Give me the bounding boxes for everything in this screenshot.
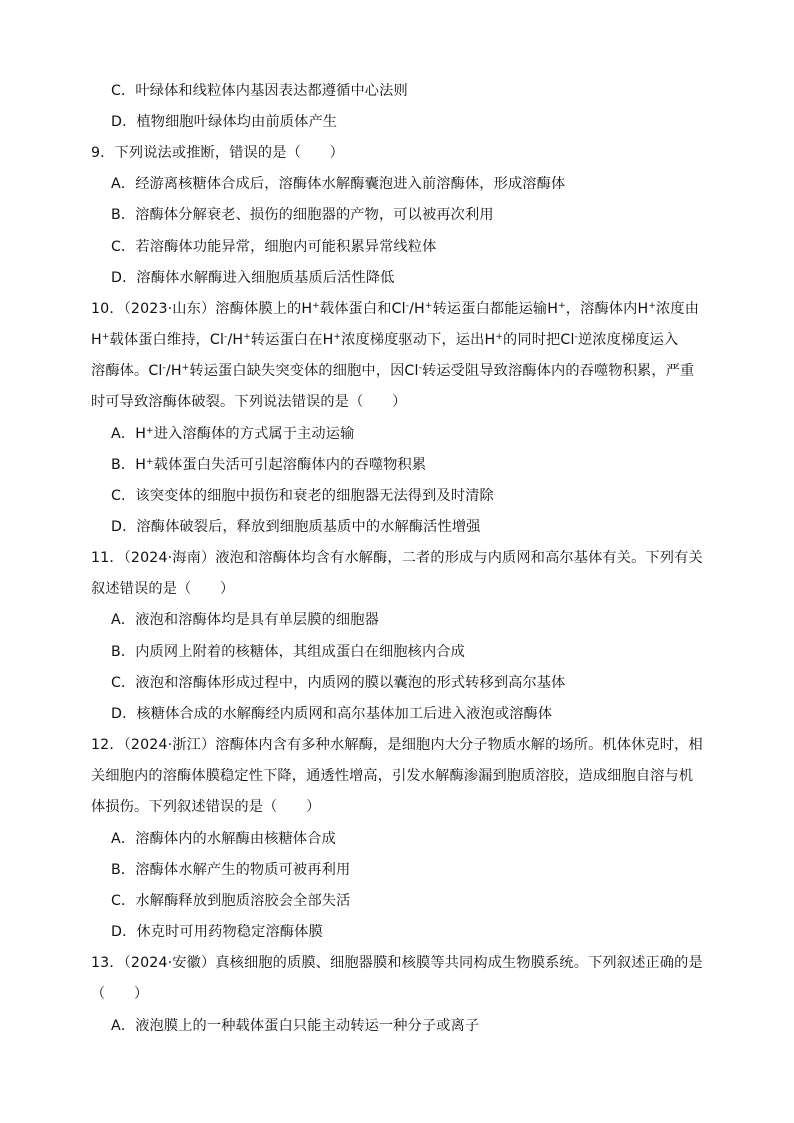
q9-option-d: D．溶酶体水解酶进入细胞质基质后活性降低 [111, 270, 395, 286]
q13-stem-line-1: 13．（2024·安徽）真核细胞的质膜、细胞器膜和核膜等共同构成生物膜系统。下列叙述正确的是 [91, 955, 703, 971]
q10-option-c: C．该突变体的细胞中损伤和衰老的细胞器无法得到及时清除 [111, 488, 494, 504]
q12-option-b: B．溶酶体水解产生的物质可被再利用 [111, 862, 351, 878]
q11-option-d: D．核糖体合成的水解酶经内质网和高尔基体加工后进入液泡或溶酶体 [111, 706, 553, 722]
q9-stem: 9．下列说法或推断，错误的是（ ） [91, 145, 344, 161]
q10-option-b: B．H+载体蛋白失活可引起溶酶体内的吞噬物积累 [111, 457, 427, 473]
q10-stem-line-4: 时可导致溶酶体破裂。下列说法错误的是（ ） [91, 394, 407, 410]
q10-option-d: D．溶酶体破裂后，释放到细胞质基质中的水解酶活性增强 [111, 519, 481, 535]
q12-option-c: C．水解酶释放到胞质溶胶会全部失活 [111, 893, 351, 909]
q13-stem-line-2: （ ） [91, 986, 149, 1002]
q12-stem-line-1: 12．（2024·浙江）溶酶体内含有多种水解酶，是细胞内大分子物质水解的场所。机体休克时，相 [91, 737, 703, 753]
q9-option-a: A．经游离核糖体合成后，溶酶体水解酶囊泡进入前溶酶体，形成溶酶体 [111, 176, 566, 192]
q11-option-b: B．内质网上附着的核糖体，其组成蛋白在细胞核内合成 [111, 644, 465, 660]
q12-stem-line-3: 体损伤。下列叙述错误的是（ ） [91, 799, 321, 815]
q11-stem-line-2: 叙述错误的是（ ） [91, 581, 235, 597]
q8-option-c: C．叶绿体和线粒体内基因表达都遵循中心法则 [111, 83, 408, 99]
q13-option-a: A．液泡膜上的一种载体蛋白只能主动转运一种分子或离子 [111, 1018, 480, 1034]
q9-option-c: C．若溶酶体功能异常，细胞内可能积累异常线粒体 [111, 239, 437, 255]
q8-option-d: D．植物细胞叶绿体均由前质体产生 [111, 114, 338, 130]
q10-stem-line-2: H+载体蛋白维持，Cl-/H+转运蛋白在H+浓度梯度驱动下，运出H+的同时把Cl-逆浓度梯度运入 [91, 332, 679, 348]
q12-option-a: A．溶酶体内的水解酶由核糖体合成 [111, 831, 336, 847]
q11-stem-line-1: 11．（2024·海南）液泡和溶酶体均含有水解酶，二者的形成与内质网和高尔基体有关。下列有关 [91, 550, 703, 566]
q12-option-d: D．休克时可用药物稳定溶酶体膜 [111, 924, 323, 940]
q10-option-a: A．H+进入溶酶体的方式属于主动运输 [111, 426, 355, 442]
q11-option-c: C．液泡和溶酶体形成过程中，内质网的膜以囊泡的形式转移到高尔基体 [111, 675, 566, 691]
q9-option-b: B．溶酶体分解衰老、损伤的细胞器的产物，可以被再次利用 [111, 207, 494, 223]
q11-option-a: A．液泡和溶酶体均是具有单层膜的细胞器 [111, 612, 379, 628]
q10-stem-line-3: 溶酶体。Cl-/H+转运蛋白缺失突变体的细胞中，因Cl-转运受阻导致溶酶体内的吞噬物积累，严重 [91, 363, 695, 379]
q10-stem-line-1: 10．（2023·山东）溶酶体膜上的H+载体蛋白和Cl-/H+转运蛋白都能运输H+，溶酶体内H+浓度由 [91, 301, 700, 317]
q12-stem-line-2: 关细胞内的溶酶体膜稳定性下降，通透性增高，引发水解酶渗漏到胞质溶胶，造成细胞自溶与机 [91, 768, 694, 784]
